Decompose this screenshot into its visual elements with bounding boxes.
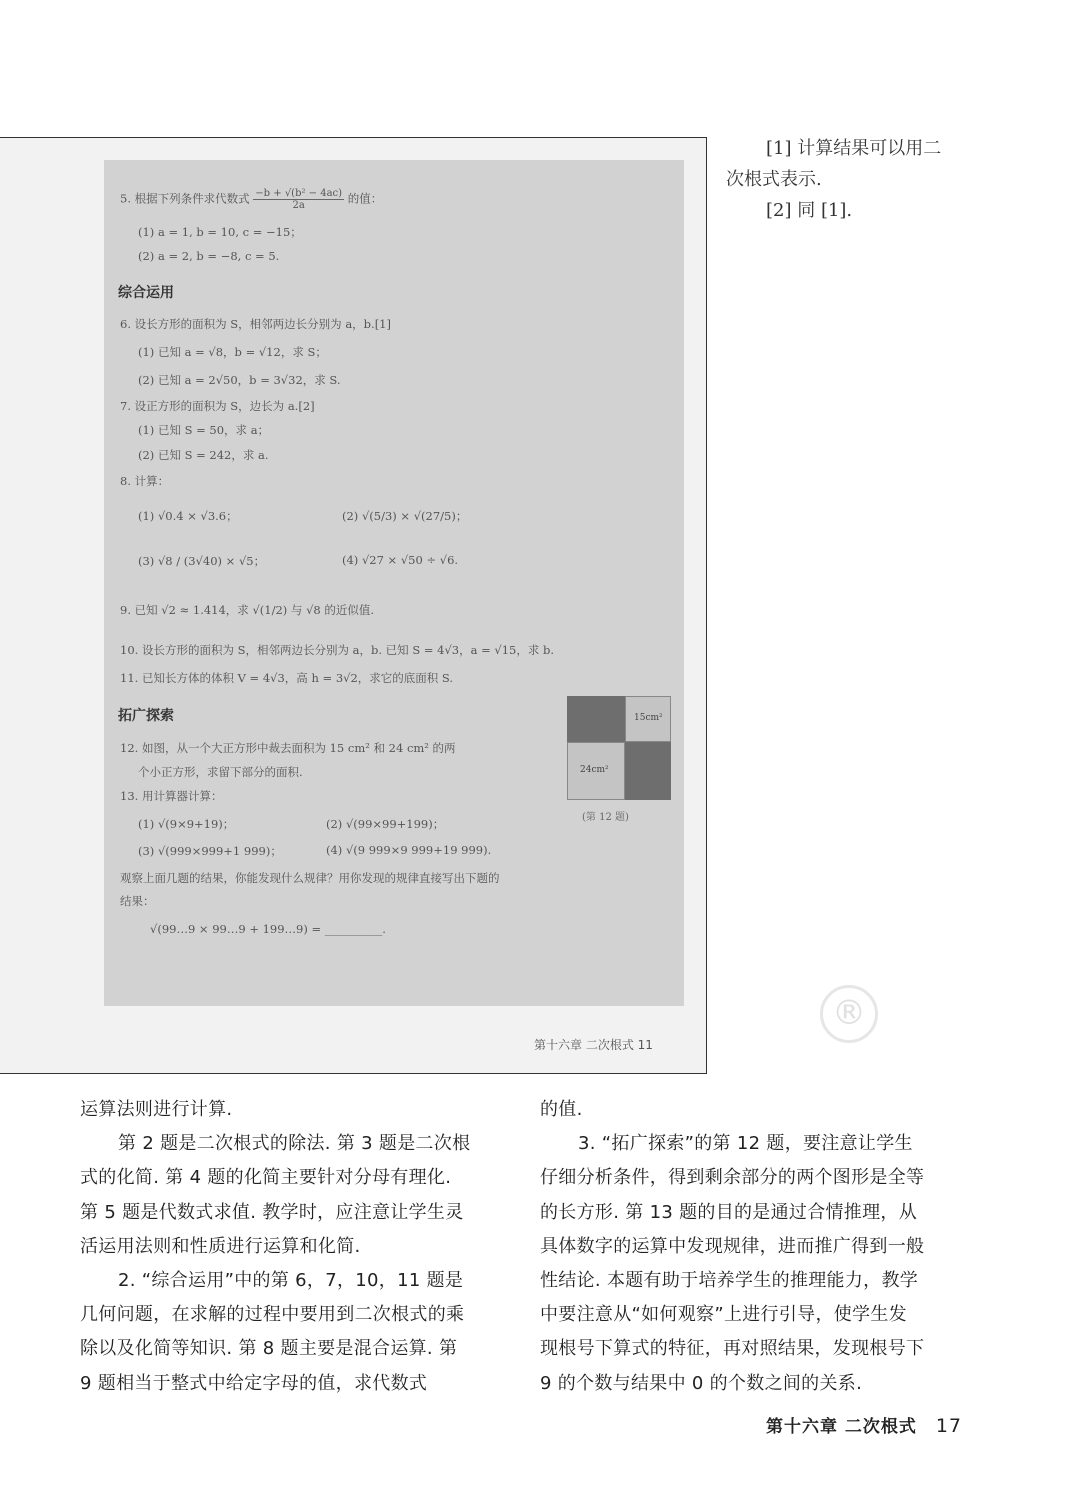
- squares-figure: [567, 696, 671, 800]
- question-8-part-2: (2) √(5/3) × √(27/5)；: [342, 509, 468, 523]
- question-5: [120, 188, 382, 211]
- question-10: 10. 设长方形的面积为 S，相邻两边长分别为 a，b. 已知 S = 4√3，a = √15，求 b.: [120, 643, 555, 657]
- question-13-observe-1: 观察上面几题的结果，你能发现什么规律？用你发现的规律直接写出下题的: [120, 871, 500, 885]
- right-line-7: 中要注意从“如何观察”上进行引导，使学生发: [540, 1304, 907, 1326]
- question-11: 11. 已知长方体的体积 V = 4√3，高 h = 3√2，求它的底面积 S.: [120, 671, 454, 685]
- fraction-denominator: 2a: [292, 200, 305, 211]
- question-5-text: 5. 根据下列条件求代数式: [120, 191, 250, 206]
- left-line-6: 2. “综合运用”中的第 6，7，10，11 题是: [118, 1270, 464, 1292]
- section-heading-zonghe: 综合运用: [118, 285, 174, 301]
- margin-note-1-line-2: 次根式表示.: [726, 169, 822, 190]
- footer-chapter: 第十六章 二次根式: [766, 1417, 917, 1437]
- right-line-5: 具体数字的运算中发现规律，进而推广得到一般: [540, 1235, 925, 1257]
- inner-page-footer: 第十六章 二次根式 11: [534, 1038, 653, 1052]
- question-9: 9. 已知 √2 ≈ 1.414，求 √(1/2) 与 √8 的近似值.: [120, 603, 375, 617]
- right-line-1: 的值.: [540, 1099, 583, 1120]
- right-line-8: 现根号下算式的特征，再对照结果，发现根号下: [540, 1338, 925, 1360]
- question-13-expression: √(99…9 × 99…9 + 199…9) = __________.: [150, 922, 386, 936]
- question-7-part-1: (1) 已知 S = 50，求 a；: [138, 423, 270, 437]
- question-6-part-2: (2) 已知 a = 2√50，b = 3√32，求 S.: [138, 373, 341, 387]
- question-8-part-4: (4) √27 × √50 ÷ √6.: [342, 553, 459, 567]
- question-13-observe-2: 结果：: [120, 894, 155, 908]
- left-line-1: 运算法则进行计算.: [80, 1099, 233, 1120]
- section-heading-tuoguang: 拓广探索: [118, 708, 174, 724]
- margin-note-2: [2] 同 [1].: [766, 200, 853, 221]
- square-15: [625, 696, 671, 742]
- square-15-label: 15cm²: [634, 713, 663, 723]
- question-5-part-1: (1) a = 1, b = 10, c = −15；: [138, 225, 302, 239]
- embedded-textbook-page: [0, 137, 707, 1074]
- page-number: 17: [935, 1415, 963, 1437]
- remaining-rect-bottom: [625, 742, 671, 800]
- exercise-box: [104, 160, 684, 1006]
- left-line-7: 几何问题，在求解的过程中要用到二次根式的乘: [80, 1304, 465, 1326]
- left-column: [80, 1093, 520, 1401]
- figure-caption: (第 12 题): [582, 812, 629, 823]
- right-line-9: 9 的个数与结果中 0 的个数之间的关系.: [540, 1372, 863, 1394]
- right-line-3: 仔细分析条件，得到剩余部分的两个图形是全等: [540, 1167, 925, 1189]
- square-24: [567, 742, 625, 800]
- page-footer: [766, 1412, 962, 1437]
- question-13-part-4: (4) √(9 999×9 999+19 999).: [326, 843, 492, 857]
- question-7: 7. 设正方形的面积为 S，边长为 a.[2]: [120, 399, 315, 413]
- question-8: 8. 计算：: [120, 474, 170, 488]
- question-13: 13. 用计算器计算：: [120, 789, 223, 803]
- margin-note-1-line-1: [1] 计算结果可以用二: [766, 138, 942, 159]
- question-5-part-2: (2) a = 2, b = −8, c = 5.: [138, 249, 280, 263]
- right-line-4: 的长方形. 第 13 题的目的是通过合情推理，从: [540, 1201, 917, 1223]
- question-13-part-3: (3) √(999×999+1 999)；: [138, 844, 282, 858]
- right-column: [540, 1093, 985, 1401]
- question-12-line-1: 12. 如图，从一个大正方形中裁去面积为 15 cm² 和 24 cm² 的两: [120, 741, 456, 755]
- question-8-part-1: (1) √0.4 × √3.6；: [138, 509, 238, 523]
- right-line-2: 3. “拓广探索”的第 12 题，要注意让学生: [578, 1133, 913, 1155]
- left-line-9: 9 题相当于整式中给定字母的值，求代数式: [80, 1372, 428, 1394]
- left-line-5: 活运用法则和性质进行运算和化简.: [80, 1235, 361, 1257]
- question-5-fraction: [253, 188, 344, 211]
- question-6-part-1: (1) 已知 a = √8，b = √12，求 S；: [138, 345, 327, 359]
- question-7-part-2: (2) 已知 S = 242，求 a.: [138, 448, 269, 462]
- fraction-numerator: −b + √(b² − 4ac): [255, 188, 343, 199]
- question-5-tail: 的值：: [347, 191, 383, 206]
- margin-note-1: [726, 133, 986, 195]
- question-8-part-3: (3) √8 / (3√40) × √5；: [138, 554, 266, 568]
- remaining-rect-top: [567, 696, 625, 742]
- left-line-8: 除以及化简等知识. 第 8 题主要是混合运算. 第: [80, 1338, 458, 1360]
- left-line-3: 式的化简. 第 4 题的化简主要针对分母有理化.: [80, 1167, 452, 1189]
- registered-mark-watermark: ®: [820, 985, 878, 1043]
- square-24-label: 24cm²: [580, 765, 609, 775]
- question-12-line-2: 个小正方形，求留下部分的面积.: [138, 765, 303, 779]
- right-line-6: 性结论. 本题有助于培养学生的推理能力，教学: [540, 1270, 919, 1292]
- question-13-part-1: (1) √(9×9+19)；: [138, 817, 235, 831]
- question-6: 6. 设长方形的面积为 S，相邻两边长分别为 a，b.[1]: [120, 317, 391, 331]
- left-line-4: 第 5 题是代数式求值. 教学时，应注意让学生灵: [80, 1201, 464, 1223]
- question-13-part-2: (2) √(99×99+199)；: [326, 817, 445, 831]
- left-line-2: 第 2 题是二次根式的除法. 第 3 题是二次根: [118, 1133, 471, 1155]
